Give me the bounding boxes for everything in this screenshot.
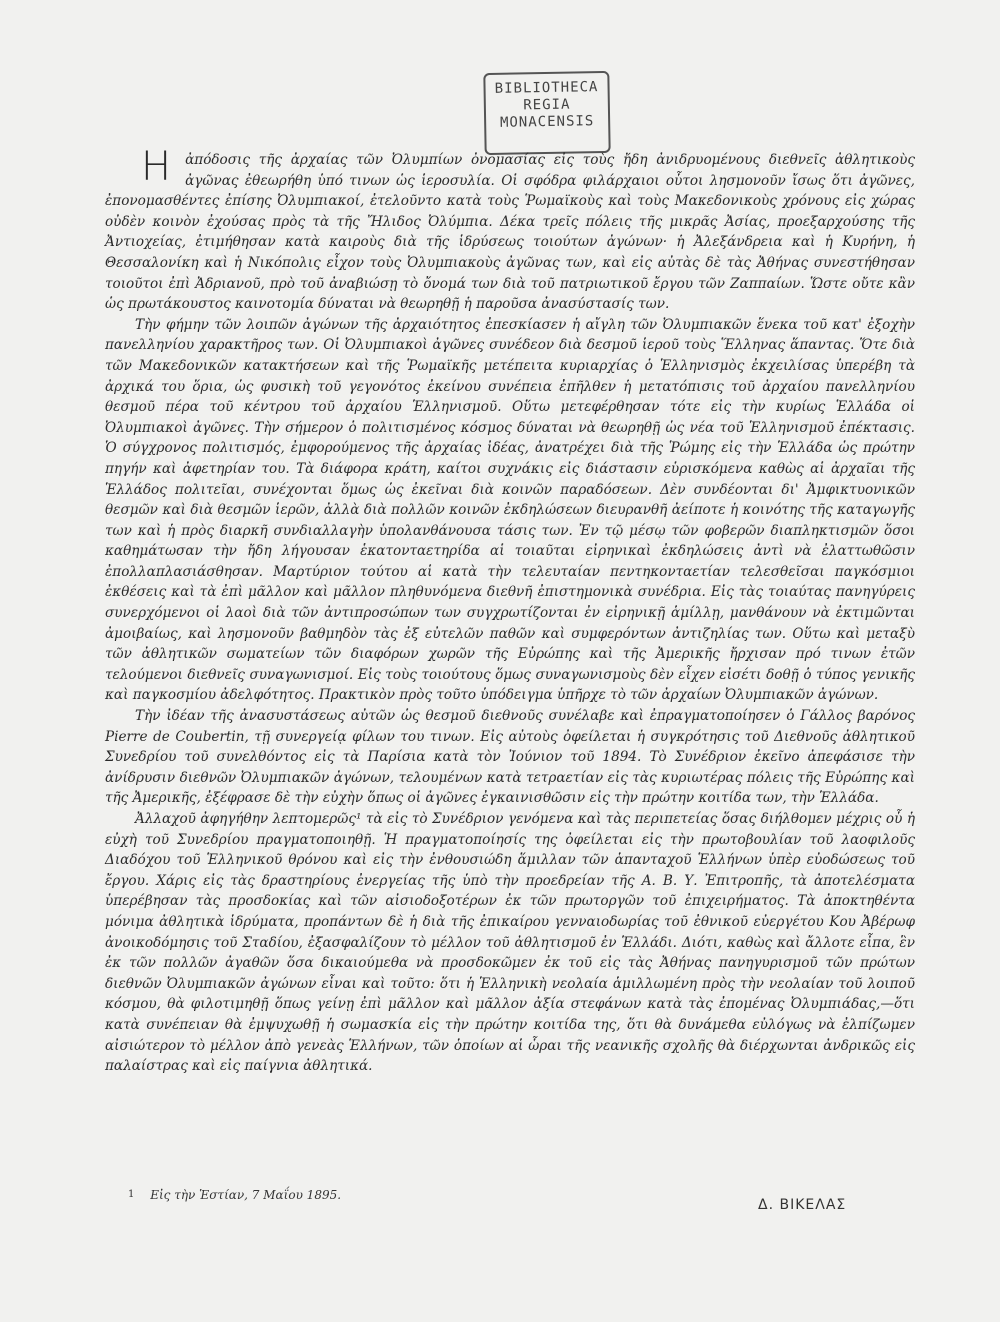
article-body <box>105 144 915 1077</box>
footnote-number: 1 <box>128 1189 135 1200</box>
paragraph-2: Τὴν φήμην τῶν λοιπῶν ἀγώνων τῆς ἀρχαιότητος ἐπεσκίασεν ἡ αἴγλη τῶν Ὀλυμπιακῶν ἕνεκα τοῦ κατ' ἐξοχὴν πανελληνίου χαρακτῆρος των. Οἱ Ὀλυμπιακοὶ ἀγῶνες συνέδεον διὰ δεσμοῦ ἱεροῦ τοὺς Ἕλληνας ἅπαντας. Ὅτε διὰ τῶν Μακεδονικῶν κατακτήσεων καὶ τῆς Ῥωμαϊκῆς μετέπειτα κυριαρχίας ὁ Ἑλληνισμὸς ἐκχειλίσας ὑπερέβη τὰ ἀρχικά του ὅρια, ὡς φυσικὴ τοῦ γεγονότος ἐκείνου συνέπεια ἐπῆλθεν ἡ μετατόπισις τοῦ ἀρχαίου πανελληνίου θεσμοῦ πέρα τοῦ κέντρου τοῦ ἀρχαίου Ἑλληνισμοῦ. Οὕτω μετεφέρθησαν τότε εἰς τὴν κυρίως Ἑλλάδα οἱ Ὀλυμπιακοὶ ἀγῶνες. Τὴν σήμερον ὁ πολιτισμένος κόσμος δύναται νὰ θεωρηθῇ ὡς νέα τοῦ Ἑλληνισμοῦ ἐπέκτασις. Ὁ σύγχρονος πολιτισμός, ἐμφορούμενος τῆς ἀρχαίας ἰδέας, ἀνατρέχει διὰ τῆς Ῥώμης εἰς τὴν Ἑλλάδα ὡς πρώτην πηγήν καὶ ἀφετηρίαν του. Τὰ διάφορα κράτη, καίτοι συχνάκις εἰς διάστασιν εὑρισκόμενα καθὼς αἱ ἀρχαῖαι τῆς Ἑλλάδος πολιτεῖαι, συνέχονται ὅμως ὡς ἐκεῖναι διὰ κοινῶν παραδόσεων. Δὲν συνδέονται δι' Ἀμφικτυονικῶν θεσμῶν καὶ διὰ θεσμῶν ἱερῶν, ἀλλὰ διὰ πολλῶν κοινῶν ἐκδηλώσεων διευρανθῆ ἀείποτε ἡ κοινότης τῆς καταγωγῆς των καὶ ἡ πρὸς διαρκῆ συνδιαλλαγὴν ὑπολανθάνουσα τάσις των. Ἐν τῷ μέσῳ τῶν φοβερῶν διαπληκτισμῶν ὅσοι καθημάτωσαν τὴν ἤδη λήγουσαν ἑκατονταετηρίδα αἱ τοιαῦται εἰρηνικαὶ ἐκδηλώσεις ἀντὶ νὰ ἐλαττωθῶσιν ἐπολλαπλασιάσθησαν. Μαρτύριον τούτου αἱ κατὰ τὴν τελευταίαν πεντηκονταετίαν τελεσθεῖσαι παγκόσμιοι ἐκθέσεις καὶ τὰ ἐπὶ μᾶλλον καὶ μᾶλλον πληθυνόμενα διεθνῆ ἐπιστημονικὰ συνέδρια. Εἰς τὰς τοιαύτας πανηγύρεις συνερχόμενοι οἱ λαοὶ διὰ τῶν ἀντιπροσώπων των συγχρωτίζονται ἐν εἰρηνικῇ ἁμίλλῃ, μανθάνουν νὰ ἐκτιμῶνται ἀμοιβαίως, καὶ λησμονοῦν βαθμηδὸν τὰς ἐξ εὐτελῶν παθῶν καὶ συμφερόντων ἀντιζηλίας των. Οὕτω καὶ μεταξὺ τῶν ἀθλητικῶν σωματείων τῶν διαφόρων χωρῶν τῆς Εὐρώπης καὶ τῆς Ἀμερικῆς ἤρχισαν πρό τινων ἐτῶν τελούμενοι διεθνεῖς συναγωνισμοί. Εἰς τοὺς τοιούτους ὅμως συναγωνισμοὺς δὲν εἶχεν εἰσέτι δοθῇ ὁ τύπος γενικῆς καὶ παγκοσμίου ἀδελφότητος. Πρακτικὸν πρὸς τοῦτο ὑπόδειγμα ὑπῆρχε τὸ τῶν ἀρχαίων Ὀλυμπιακῶν ἀγώνων. <box>105 316 915 704</box>
stamp-line-3: MONACENSIS <box>499 113 595 131</box>
author-signature: Δ. ΒΙΚΕΛΑΣ <box>758 1197 847 1213</box>
footnote <box>128 1188 341 1202</box>
stamp-line-2: REGIA <box>523 96 571 114</box>
paragraph-1: ἀπόδοσις τῆς ἀρχαίας τῶν Ὀλυμπίων ὀνομασίας εἰς τοὺς ἤδη ἀνιδρυομένους διεθνεῖς ἀθλητικοὺς ἀγῶνας ἐθεωρήθη ὑπό τινων ὡς ἱεροσυλία. Οἱ σφόδρα φιλάρχαιοι οὗτοι λησμονοῦν ἴσως ὅτι ἀγῶνες, ἐπονομασθέντες ἐπίσης Ὀλυμπιακοί, ἐτελοῦντο κατὰ τοὺς Ῥωμαϊκοὺς καὶ τοὺς Μακεδονικοὺς χρόνους εἰς χώρας οὐδὲν κοινὸν ἐχούσας πρὸς τὰ τῆς Ἤλιδος Ὀλύμπια. Δέκα τρεῖς πόλεις τῆς μικρᾶς Ἀσίας, προεξαρχούσης τῆς Ἀντιοχείας, ἐτιμήθησαν κατὰ καιροὺς διὰ τῆς ἱδρύσεως τοιούτων ἀγώνων· ἡ Ἀλεξάνδρεια καὶ ἡ Κυρήνη, ἡ Θεσσαλονίκη καὶ ἡ Νικόπολις εἶχον τοὺς Ὀλυμπιακοὺς ἀγῶνας των, καὶ εἰς αὐτὰς δὲ τὰς Ἀθήνας συνεστήθησαν τοιοῦτοι ἐπὶ Ἀδριανοῦ, πρὸ τοῦ ἀναβιώσῃ τὸ ὄνομά των διὰ τοῦ πατριωτικοῦ ἔργου τῶν Ζαππαίων. Ὥστε οὔτε κἂν ὡς πρωτάκουστος καινοτομία δύναται νὰ θεωρηθῇ ἡ παροῦσα ἀνασύστασίς των. <box>105 152 915 313</box>
paragraph-3: Τὴν ἰδέαν τῆς ἀνασυστάσεως αὐτῶν ὡς θεσμοῦ διεθνοῦς συνέλαβε καὶ ἐπραγματοποίησεν ὁ Γάλλος βαρόνος Pierre de Coubertin, τῇ συνεργείᾳ φίλων του τινων. Εἰς αὐτοὺς ὀφείλεται ἡ συγκρότησις τοῦ Διεθνοῦς ἀθλητικοῦ Συνεδρίου τοῦ συνελθόντος εἰς τὰ Παρίσια κατὰ τὸν Ἰούνιον τοῦ 1894. Τὸ Συνέδριον ἐκεῖνο ἀπεφάσισε τὴν ἀνίδρυσιν διεθνῶν Ὀλυμπιακῶν ἀγώνων, τελουμένων κατὰ τετραετίαν εἰς τὰς κυριωτέρας πόλεις τῆς Εὐρώπης καὶ τῆς Ἀμερικῆς, ἐξέφρασε δὲ τὴν εὐχὴν ὅπως οἱ ἀγῶνες ἐγκαινισθῶσιν εἰς τὴν πρώτην κοιτίδα των, τὴν Ἑλλάδα. <box>105 708 915 807</box>
drop-cap: Η <box>141 144 172 190</box>
stamp-line-1: BIBLIOTHECA <box>494 79 599 97</box>
paragraph-4: Ἀλλαχοῦ ἀφηγήθην λεπτομερῶς¹ τὰ εἰς τὸ Συνέδριον γενόμενα καὶ τὰς περιπετείας ὅσας διήλθομεν μέχρις οὗ ἡ εὐχὴ τοῦ Συνεδρίου πραγματοποιηθῇ. Ἡ πραγματοποίησίς της ὀφείλεται εἰς τὴν πρωτοβουλίαν τοῦ λαοφιλοῦς Διαδόχου τοῦ Ἑλληνικοῦ θρόνου καὶ εἰς τὴν ἐνθουσιώδη ἅμιλλαν τῶν ἁπανταχοῦ Ἑλλήνων ὑπὲρ εὐοδώσεως τοῦ ἔργου. Χάρις εἰς τὰς δραστηρίους ἐνεργείας τῆς ὑπὸ τὴν προεδρείαν τῆς Α. Β. Υ. Ἐπιτροπῆς, τὰ ἀποτελέσματα ὑπερέβησαν τὰς προσδοκίας καὶ τῶν αἰσιοδοξοτέρων ἐκ τῶν πρωτοργῶν τοῦ ἐπιχειρήματος. Τὰ ἀποκτηθέντα μόνιμα ἀθλητικὰ ἱδρύματα, προπάντων δὲ ἡ διὰ τῆς ἐπικαίρου γενναιοδωρίας τοῦ ἐθνικοῦ εὐεργέτου Κου Ἀβέρωφ ἀνοικοδόμησις τοῦ Σταδίου, ἐξασφαλίζουν τὸ μέλλον τοῦ ἀθλητισμοῦ ἐν Ἑλλάδι. Διότι, καθὼς καὶ ἄλλοτε εἶπα, ἓν ἐκ τῶν πολλῶν ἀγαθῶν ὅσα δικαιούμεθα νὰ προσδοκῶμεν ἐκ τοῦ εἰς τὰς Ἀθήνας πανηγυρισμοῦ τῶν πρώτων διεθνῶν Ὀλυμπιακῶν ἀγώνων εἶναι καὶ τοῦτο: ὅτι ἡ Ἑλληνικὴ νεολαία ἁμιλλωμένη πρὸς τὴν νεολαίαν τοῦ λοιποῦ κόσμου, θὰ φιλοτιμηθῇ ὅπως γείνῃ ἐπὶ μᾶλλον καὶ μᾶλλον ἀξία στεφάνων κατὰ τὰς ἐπομένας Ὀλυμπιάδας,—ὅτι κατὰ συνέπειαν θὰ ἐμψυχωθῇ ἡ σωμασκία εἰς τὴν πρώτην κοιτίδα της, ὅτι θὰ δυνάμεθα εὐλόγως νὰ ἐλπίζωμεν αἰσιώτερον τὸ μέλλον ἀπὸ γενεὰς Ἑλλήνων, τῶν ὁποίων αἱ ὧραι τῆς νεανικῆς σχολῆς θὰ διέρχωνται ἀνδρικῶς εἰς παλαίστρας καὶ εἰς παίγνια ἀθλητικά. <box>105 811 915 1075</box>
library-stamp <box>483 71 610 155</box>
footnote-text: Εἰς τὴν Ἑστίαν, 7 Μαΐου 1895. <box>150 1188 342 1202</box>
